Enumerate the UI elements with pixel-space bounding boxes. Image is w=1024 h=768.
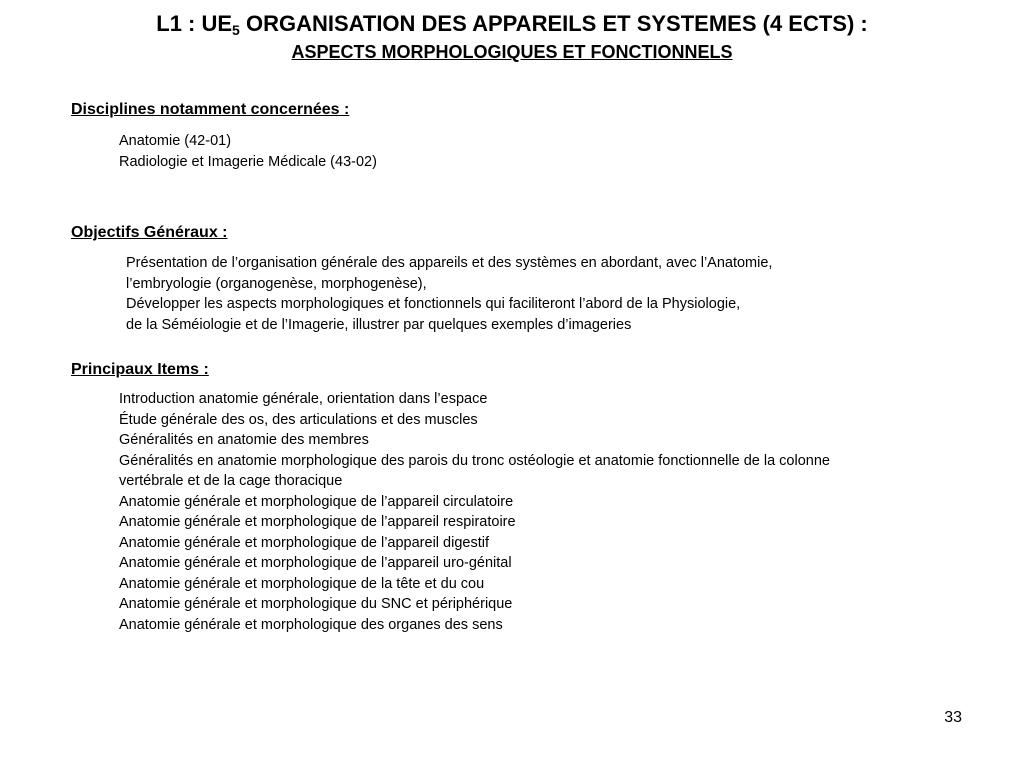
slide-subtitle: ASPECTS MORPHOLOGIQUES ET FONCTIONNELS [291, 42, 733, 62]
page-number: 33 [944, 709, 962, 726]
item-line: Généralités en anatomie morphologique des parois du tronc ostéologie et anatomie fonctionnelle de la colonne [119, 452, 830, 469]
item-line: Introduction anatomie générale, orientation dans l’espace [119, 391, 488, 407]
item-line: Anatomie générale et morphologique des organes des sens [119, 616, 503, 633]
items-list [119, 389, 830, 635]
item-line: Généralités en anatomie des membres [119, 432, 369, 448]
item-line: Étude générale des os, des articulations et des muscles [119, 411, 478, 428]
objectif-line: de la Séméiologie et de l’Imagerie, illustrer par quelques exemples d’imageries [126, 316, 632, 333]
objectif-line: Développer les aspects morphologiques et fonctionnels qui faciliteront l’abord de la Physiologie, [126, 296, 741, 312]
discipline-item: Anatomie (42-01) [119, 133, 232, 149]
item-line: Anatomie générale et morphologique de l’appareil circulatoire [119, 493, 514, 510]
item-line: Anatomie générale et morphologique de l’appareil uro-génital [119, 555, 512, 571]
slide-title [0, 10, 1024, 38]
objectif-line: Présentation de l’organisation générale des appareils et des systèmes en abordant, avec l’Anatomie, [126, 255, 773, 271]
discipline-item: Radiologie et Imagerie Médicale (43-02) [119, 153, 377, 170]
disciplines-list [119, 131, 377, 172]
objectifs-list [126, 253, 772, 335]
title-subscript: 5 [232, 22, 240, 38]
title-rest: ORGANISATION DES APPAREILS ET SYSTEMES (4 ECTS) : [239, 11, 868, 36]
item-line: vertébrale et de la cage thoracique [119, 473, 343, 489]
item-line: Anatomie générale et morphologique de l’appareil respiratoire [119, 514, 516, 530]
disciplines-heading: Disciplines notamment concernées : [71, 101, 350, 118]
objectif-line: l’embryologie (organogenèse, morphogenèse), [126, 275, 427, 292]
item-line: Anatomie générale et morphologique de l’appareil digestif [119, 534, 489, 551]
items-heading: Principaux Items : [71, 361, 209, 378]
objectifs-heading: Objectifs Généraux : [71, 224, 228, 241]
item-line: Anatomie générale et morphologique de la tête et du cou [119, 575, 485, 592]
title-prefix: L1 : UE [156, 11, 233, 36]
item-line: Anatomie générale et morphologique du SNC et périphérique [119, 596, 513, 612]
